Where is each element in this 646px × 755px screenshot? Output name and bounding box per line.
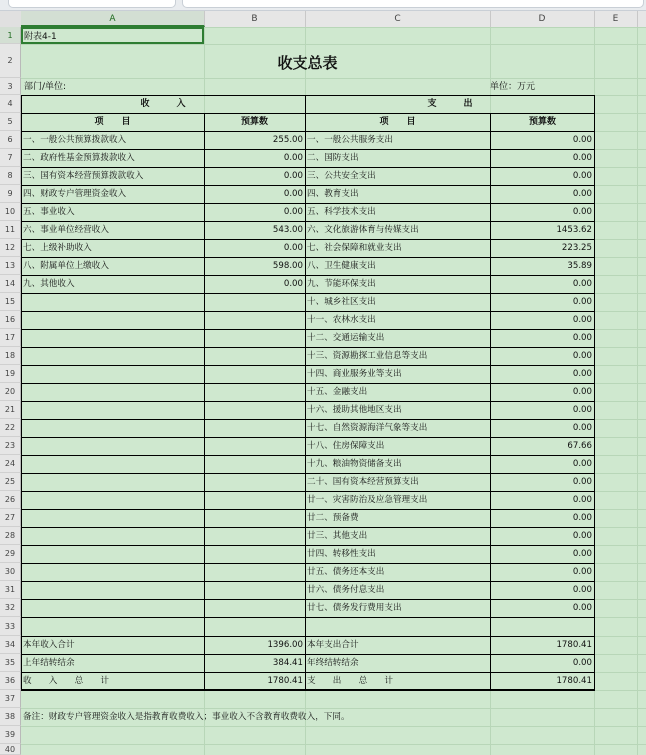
expense-item-value[interactable]: 0.00 <box>572 405 592 415</box>
expense-item-label[interactable]: 廿一、灾害防治及应急管理支出 <box>307 495 428 505</box>
expense-section-header[interactable]: 支 出 <box>427 99 473 109</box>
expense-item-label[interactable]: 廿七、债务发行费用支出 <box>307 603 402 613</box>
expense-item-value[interactable]: 0.00 <box>572 531 592 541</box>
annex-label[interactable]: 附表4-1 <box>24 32 57 42</box>
column-header-e[interactable]: E <box>594 11 638 27</box>
gridline-vertical <box>637 27 638 755</box>
income-budget-header[interactable]: 预算数 <box>240 117 268 127</box>
expense-item-value[interactable]: 0.00 <box>572 387 592 397</box>
income-section-header[interactable]: 收 入 <box>140 99 186 109</box>
income-item-label[interactable]: 三、国有资本经营预算拨款收入 <box>23 171 144 181</box>
expense-item-value[interactable]: 0.00 <box>572 585 592 595</box>
row-header-13[interactable]: 13 <box>0 257 21 275</box>
income-item-label[interactable]: 一、一般公共预算拨款收入 <box>23 135 127 145</box>
expense-item-header[interactable]: 项 目 <box>379 117 416 127</box>
carry-in-value[interactable]: 384.41 <box>272 658 303 668</box>
row-header-31[interactable]: 31 <box>0 581 21 599</box>
row-header-2[interactable]: 2 <box>0 44 21 78</box>
expense-item-value[interactable]: 0.00 <box>572 189 592 199</box>
row-header-26[interactable]: 26 <box>0 491 21 509</box>
expense-item-label[interactable]: 五、科学技术支出 <box>307 207 376 217</box>
expense-item-label[interactable]: 八、卫生健康支出 <box>307 261 376 271</box>
row-header-7[interactable]: 7 <box>0 149 21 167</box>
expense-item-label[interactable]: 二、国防支出 <box>307 153 359 163</box>
expense-item-value[interactable]: 0.00 <box>572 315 592 325</box>
income-grand-total-label[interactable]: 收 入 总 计 <box>23 676 109 686</box>
expense-item-label[interactable]: 四、教育支出 <box>307 189 359 199</box>
row-header-17[interactable]: 17 <box>0 329 21 347</box>
expense-item-value[interactable]: 35.89 <box>567 261 592 271</box>
row-header-5[interactable]: 5 <box>0 113 21 131</box>
expense-item-label[interactable]: 三、公共安全支出 <box>307 171 376 181</box>
income-item-label[interactable]: 六、事业单位经营收入 <box>23 225 109 235</box>
row-header-21[interactable]: 21 <box>0 401 21 419</box>
gridline-horizontal <box>21 726 646 727</box>
row-header-6[interactable]: 6 <box>0 131 21 149</box>
income-item-value[interactable]: 0.00 <box>283 279 303 289</box>
column-header-c[interactable]: C <box>305 11 491 27</box>
expense-item-label[interactable]: 十五、金融支出 <box>307 387 368 397</box>
carry-in-label[interactable]: 上年结转结余 <box>23 658 75 668</box>
expense-item-value[interactable]: 0.00 <box>572 495 592 505</box>
row-header-28[interactable]: 28 <box>0 527 21 545</box>
row-header-27[interactable]: 27 <box>0 509 21 527</box>
expense-item-value[interactable]: 0.00 <box>572 351 592 361</box>
row-header-34[interactable]: 34 <box>0 636 21 654</box>
expense-item-label[interactable]: 廿五、债务还本支出 <box>307 567 385 577</box>
expense-item-label[interactable]: 十八、住房保障支出 <box>307 441 385 451</box>
income-year-total-label[interactable]: 本年收入合计 <box>23 640 75 650</box>
expense-item-value[interactable]: 0.00 <box>572 369 592 379</box>
income-item-value[interactable]: 255.00 <box>272 135 303 145</box>
expense-item-value[interactable]: 0.00 <box>572 279 592 289</box>
carry-out-label[interactable]: 年终结转结余 <box>307 658 359 668</box>
income-item-value[interactable]: 0.00 <box>283 153 303 163</box>
expense-item-label[interactable]: 十、城乡社区支出 <box>307 297 376 307</box>
row-header-20[interactable]: 20 <box>0 383 21 401</box>
expense-item-label[interactable]: 六、文化旅游体育与传媒支出 <box>307 225 419 235</box>
sheet-title[interactable]: 收支总表 <box>277 54 338 72</box>
column-header-b[interactable]: B <box>204 11 306 27</box>
row-header-8[interactable]: 8 <box>0 167 21 185</box>
row-header-37[interactable]: 37 <box>0 690 21 708</box>
expense-item-value[interactable]: 67.66 <box>567 441 592 451</box>
expense-item-value[interactable]: 0.00 <box>572 459 592 469</box>
table-row-line <box>21 690 595 691</box>
income-item-label[interactable]: 二、政府性基金预算拨款收入 <box>23 153 135 163</box>
row-header-35[interactable]: 35 <box>0 654 21 672</box>
expense-year-total-label[interactable]: 本年支出合计 <box>307 640 359 650</box>
expense-item-value[interactable]: 0.00 <box>572 207 592 217</box>
row-header-19[interactable]: 19 <box>0 365 21 383</box>
row-header-10[interactable]: 10 <box>0 203 21 221</box>
row-header-23[interactable]: 23 <box>0 437 21 455</box>
row-header-11[interactable]: 11 <box>0 221 21 239</box>
expense-budget-header[interactable]: 预算数 <box>528 117 556 127</box>
row-header-3[interactable]: 3 <box>0 78 21 95</box>
expense-item-value[interactable]: 0.00 <box>572 423 592 433</box>
expense-item-value[interactable]: 0.00 <box>572 567 592 577</box>
expense-item-value[interactable]: 0.00 <box>572 477 592 487</box>
row-header-29[interactable]: 29 <box>0 545 21 563</box>
income-item-label[interactable]: 五、事业收入 <box>23 207 75 217</box>
income-item-value[interactable]: 0.00 <box>283 207 303 217</box>
expense-item-label[interactable]: 廿二、预备费 <box>307 513 359 523</box>
expense-item-label[interactable]: 十七、自然资源海洋气象等支出 <box>307 423 428 433</box>
expense-item-label[interactable]: 九、节能环保支出 <box>307 279 376 289</box>
gridline-horizontal <box>21 744 646 745</box>
app-top-strip <box>0 0 646 11</box>
expense-item-label[interactable]: 二十、国有资本经营预算支出 <box>307 477 419 487</box>
income-grand-total-value[interactable]: 1780.41 <box>267 676 303 686</box>
select-all-corner[interactable] <box>0 11 22 27</box>
column-header-a[interactable]: A <box>21 11 205 27</box>
row-header-4[interactable]: 4 <box>0 95 21 113</box>
expense-item-label[interactable]: 十一、农林水支出 <box>307 315 376 325</box>
expense-item-value[interactable]: 0.00 <box>572 603 592 613</box>
expense-item-label[interactable]: 七、社会保障和就业支出 <box>307 243 402 253</box>
column-header-bar <box>0 11 646 28</box>
income-item-value[interactable]: 598.00 <box>272 261 303 271</box>
expense-item-value[interactable]: 1453.62 <box>556 225 592 235</box>
expense-item-label[interactable]: 十九、粮油物资储备支出 <box>307 459 402 469</box>
row-header-25[interactable]: 25 <box>0 473 21 491</box>
income-item-header[interactable]: 项 目 <box>94 117 131 127</box>
carry-out-value[interactable]: 0.00 <box>572 658 592 668</box>
expense-item-value[interactable]: 0.00 <box>572 513 592 523</box>
expense-item-label[interactable]: 一、一般公共服务支出 <box>307 135 393 145</box>
gridline-horizontal <box>21 78 646 79</box>
row-header-18[interactable]: 18 <box>0 347 21 365</box>
expense-item-label[interactable]: 廿三、其他支出 <box>307 531 368 541</box>
expense-item-value[interactable]: 0.00 <box>572 333 592 343</box>
row-header-24[interactable]: 24 <box>0 455 21 473</box>
income-item-value[interactable]: 0.00 <box>283 243 303 253</box>
footnote[interactable]: 备注：财政专户管理资金收入是指教育收费收入；事业收入不含教育收费收入，下同。 <box>23 712 350 722</box>
row-header-14[interactable]: 14 <box>0 275 21 293</box>
expense-item-value[interactable]: 223.25 <box>561 243 592 253</box>
expense-item-label[interactable]: 廿六、债务付息支出 <box>307 585 385 595</box>
row-header-22[interactable]: 22 <box>0 419 21 437</box>
department-label[interactable]: 部门/单位: <box>24 82 67 92</box>
income-item-value[interactable]: 0.00 <box>283 189 303 199</box>
expense-item-value[interactable]: 0.00 <box>572 153 592 163</box>
row-header-9[interactable]: 9 <box>0 185 21 203</box>
expense-item-label[interactable]: 十二、交通运输支出 <box>307 333 385 343</box>
income-item-value[interactable]: 543.00 <box>272 225 303 235</box>
expense-grand-total-value[interactable]: 1780.41 <box>556 676 592 686</box>
income-item-label[interactable]: 四、财政专户管理资金收入 <box>23 189 127 199</box>
row-header-30[interactable]: 30 <box>0 563 21 581</box>
expense-grand-total-label[interactable]: 支 出 总 计 <box>307 676 393 686</box>
expense-item-label[interactable]: 十四、商业服务业等支出 <box>307 369 402 379</box>
expense-item-label[interactable]: 十六、援助其他地区支出 <box>307 405 402 415</box>
income-item-label[interactable]: 九、其他收入 <box>23 279 75 289</box>
gridline-horizontal <box>21 44 646 45</box>
row-header-16[interactable]: 16 <box>0 311 21 329</box>
row-header-12[interactable]: 12 <box>0 239 21 257</box>
expense-year-total-value[interactable]: 1780.41 <box>556 640 592 650</box>
row-header-33[interactable]: 33 <box>0 617 21 636</box>
income-year-total-value[interactable]: 1396.00 <box>267 640 303 650</box>
row-header-39[interactable]: 39 <box>0 726 21 744</box>
expense-item-value[interactable]: 0.00 <box>572 549 592 559</box>
row-header-1[interactable]: 1 <box>0 27 21 44</box>
toolbar-tab[interactable] <box>8 0 176 8</box>
income-item-value[interactable]: 0.00 <box>283 171 303 181</box>
unit-label[interactable]: 单位：万元 <box>490 82 536 92</box>
income-item-label[interactable]: 七、上级补助收入 <box>23 243 92 253</box>
row-header-36[interactable]: 36 <box>0 672 21 690</box>
column-header-d[interactable]: D <box>490 11 595 27</box>
income-item-label[interactable]: 八、附属单位上缴收入 <box>23 261 109 271</box>
expense-item-value[interactable]: 0.00 <box>572 171 592 181</box>
expense-item-value[interactable]: 0.00 <box>572 135 592 145</box>
row-header-32[interactable]: 32 <box>0 599 21 617</box>
row-header-15[interactable]: 15 <box>0 293 21 311</box>
row-header-38[interactable]: 38 <box>0 708 21 726</box>
expense-item-label[interactable]: 廿四、转移性支出 <box>307 549 376 559</box>
toolbar-tab[interactable] <box>182 0 644 8</box>
table-row-line <box>21 617 595 618</box>
expense-item-value[interactable]: 0.00 <box>572 297 592 307</box>
row-header-40[interactable]: 40 <box>0 744 21 755</box>
expense-item-label[interactable]: 十三、资源勘探工业信息等支出 <box>307 351 428 361</box>
